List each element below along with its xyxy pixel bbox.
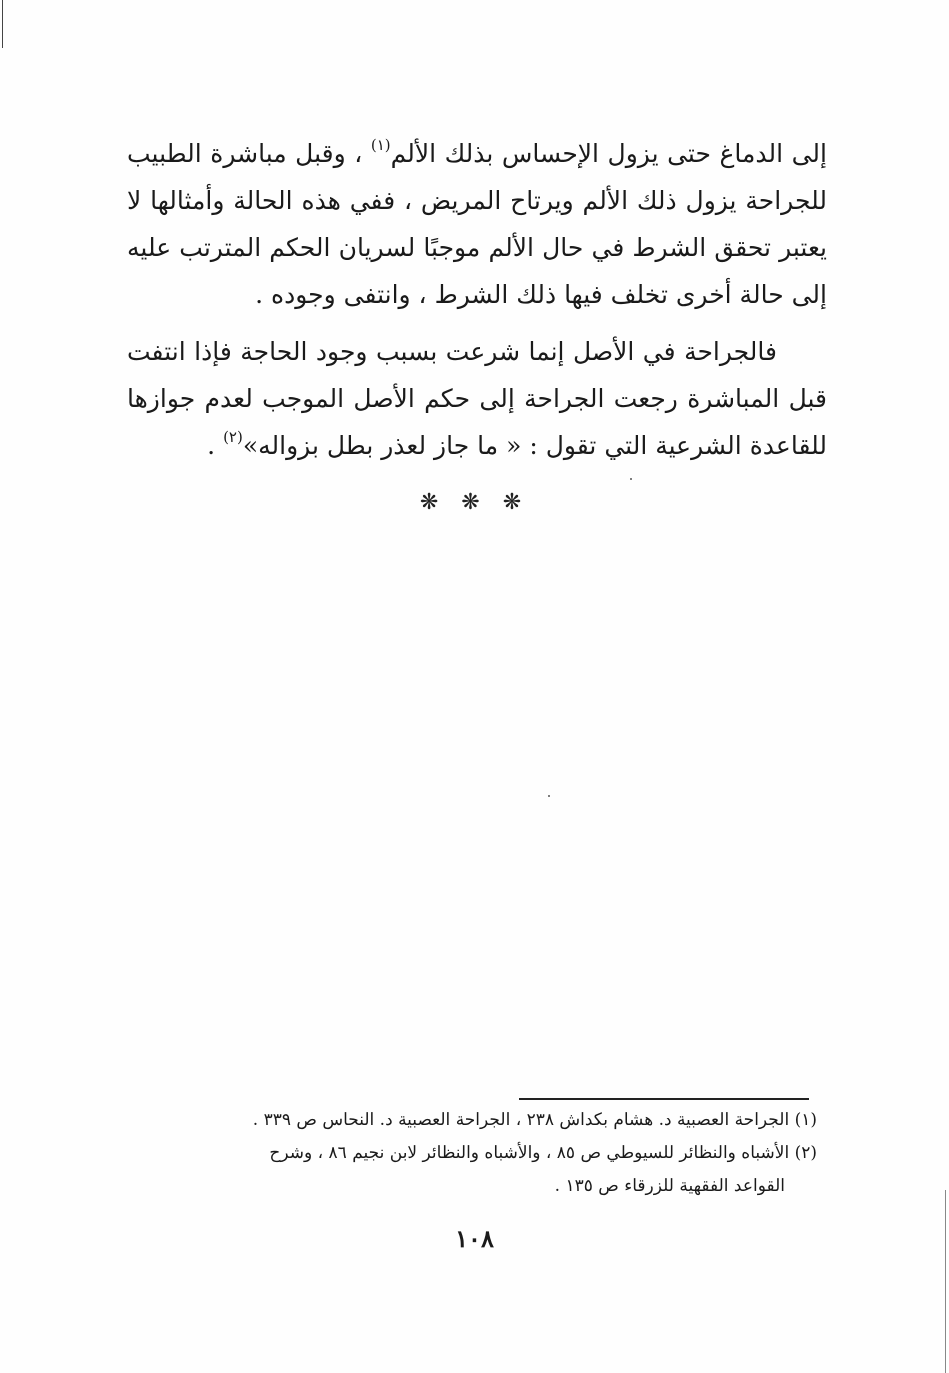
paragraph-text: إلى الدماغ حتى يزول الإحساس بذلك الألم (390, 139, 827, 168)
paragraph (127, 130, 827, 318)
footnote: (١) الجراحة العصبية د. هشام بكداش ٢٣٨ ، الجراحة العصبية د. النحاس ص ٣٣٩ . (252, 1110, 817, 1130)
section-separator: ❋ ❋ ❋ (419, 490, 530, 515)
scan-edge-line (945, 1190, 946, 1373)
footnote-marker: (٢) (223, 428, 243, 446)
footnote-divider (519, 1098, 809, 1100)
scan-edge-line (2, 0, 3, 48)
main-text (127, 130, 827, 469)
footnote-marker: (١) (370, 136, 391, 154)
paragraph-text: فالجراحة في الأصل إنما شرعت بسبب وجود الحاجة فإذا انتفت قبل المباشرة رجعت الجراحة إلى حكم الأصل الموجب لعدم جوازها للقاعدة الشرعية التي تقول : « ما جاز لعذر بطل بزواله» (127, 337, 827, 460)
page-number: ١٠٨ (455, 1224, 494, 1253)
paragraph-text: ، وقبل مباشرة الطبيب للجراحة يزول ذلك الألم ويرتاح المريض ، ففي هذه الحالة وأمثالها لا يعتبر تحقق الشرط في حال الألم موجبًا لسريان الحكم المترتب عليه إلى حالة أخرى تخلف فيها ذلك الشرط ، وانتفى وجوده . (127, 139, 827, 309)
footnote: (٢) الأشباه والنظائر للسيوطي ص ٨٥ ، والأشباه والنظائر لابن نجيم ٨٦ ، وشرح (269, 1143, 817, 1163)
footnote-continuation: القواعد الفقهية للزرقاء ص ١٣٥ . (554, 1176, 785, 1196)
paragraph-text: . (207, 431, 224, 460)
paragraph (127, 328, 827, 469)
scan-speck (630, 478, 632, 480)
footnotes (117, 1104, 817, 1203)
scan-speck (548, 795, 550, 797)
